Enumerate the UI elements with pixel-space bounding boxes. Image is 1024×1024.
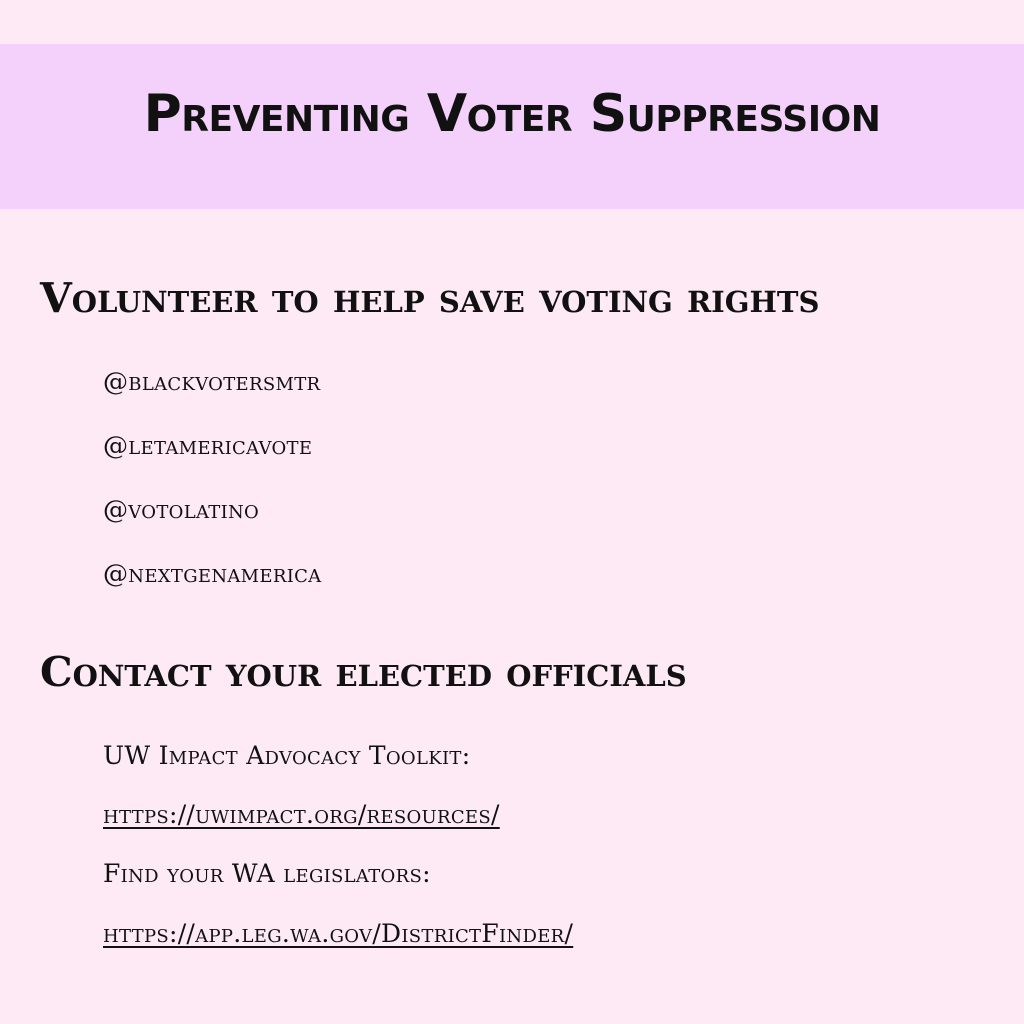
volunteer-heading: Volunteer to help save voting rights [40,274,820,322]
legislators-label: Find your WA legislators: [103,859,431,888]
page-title: Preventing Voter Suppression [143,84,881,144]
handle-votolatino: @votolatino [103,495,260,524]
contact-heading: Contact your elected officials [40,648,687,696]
handle-blackvotersmtr: @blackvotersmtr [103,367,321,396]
handle-nextgenamerica: @nextgenamerica [103,559,322,588]
toolkit-label: UW Impact Advocacy Toolkit: [103,741,471,770]
toolkit-link[interactable]: https://uwimpact.org/resources/ [103,800,500,829]
legislators-link[interactable]: https://app.leg.wa.gov/DistrictFinder/ [103,919,574,948]
handle-letamericavote: @letamericavote [103,431,313,460]
